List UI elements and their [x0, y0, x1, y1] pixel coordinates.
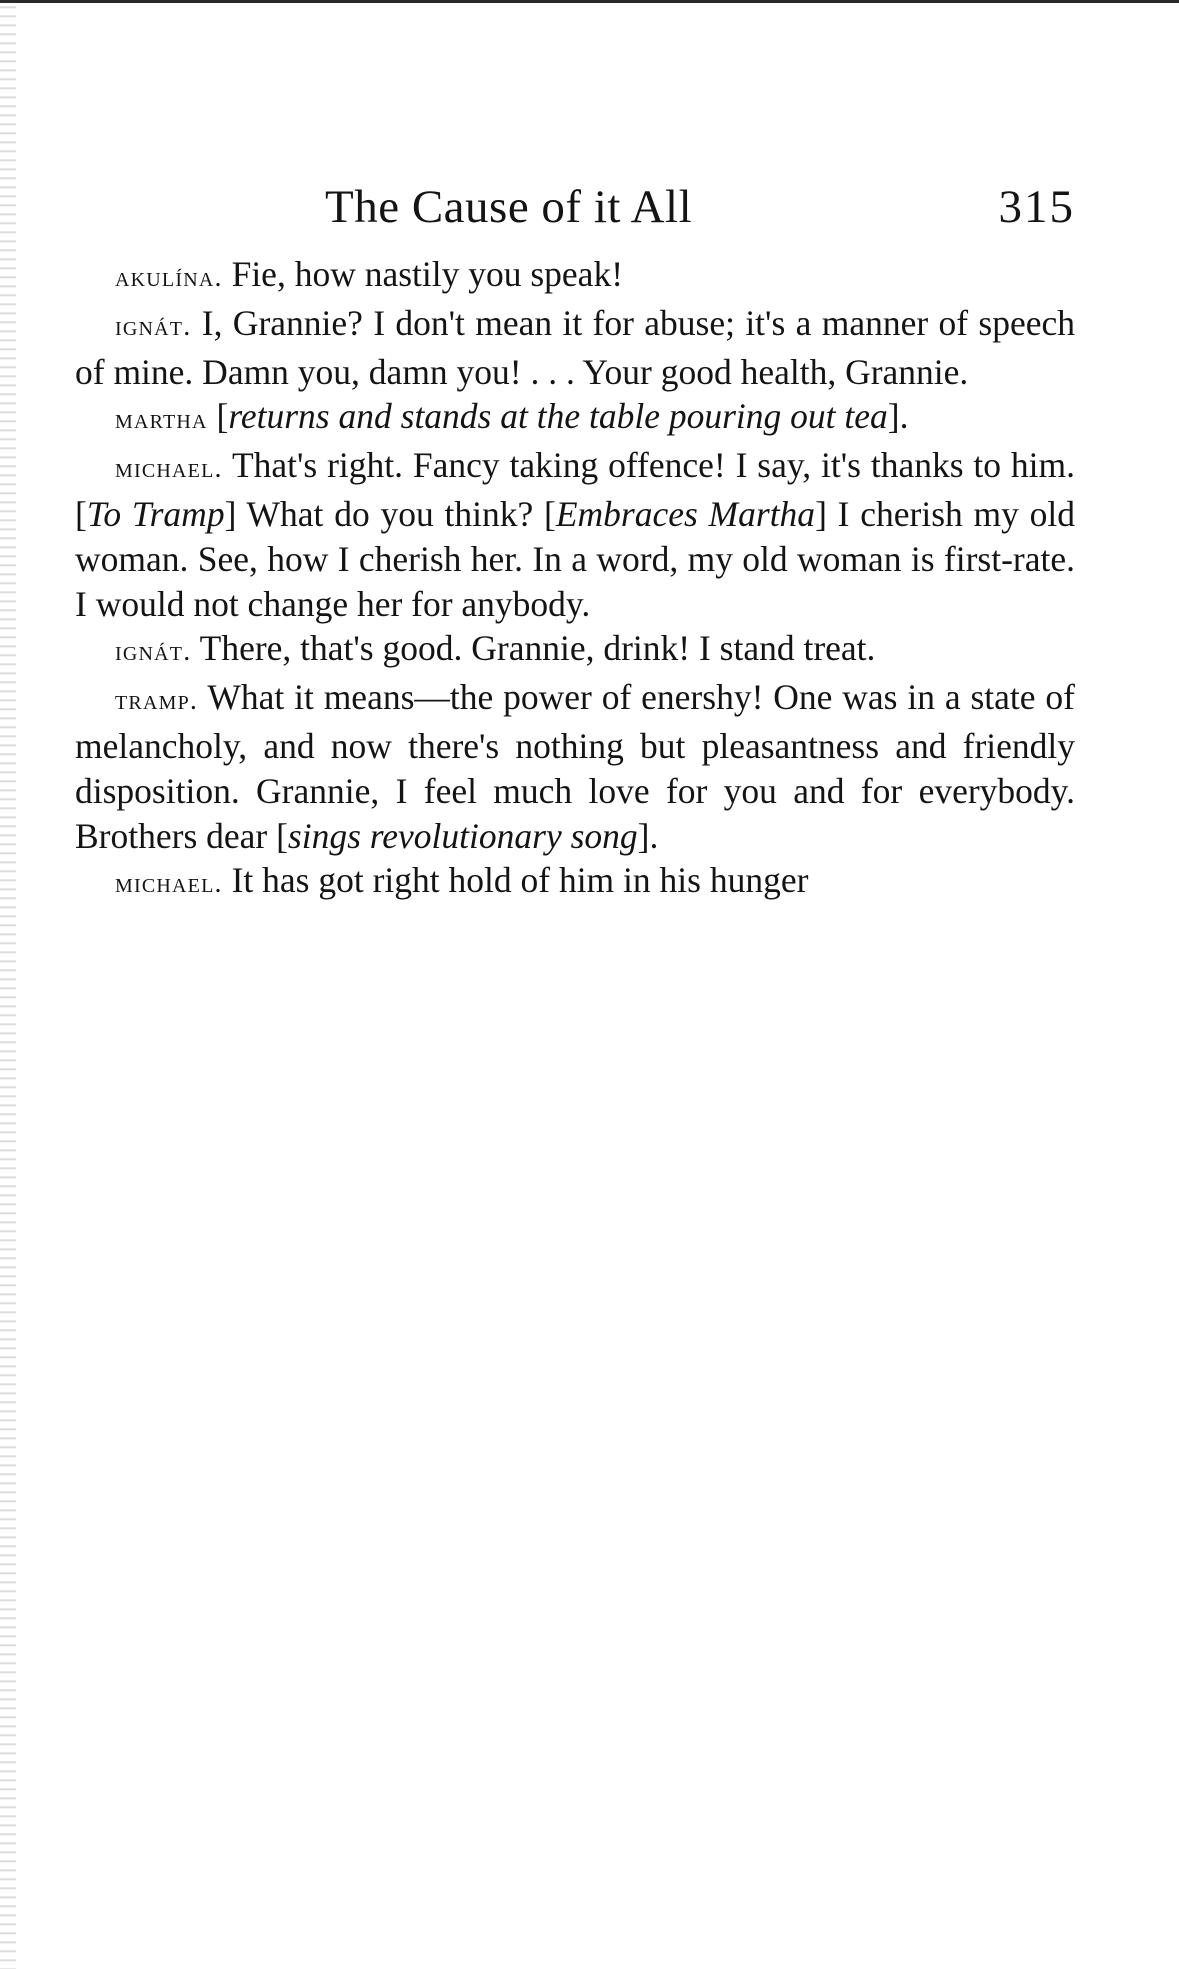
open-bracket: [ — [276, 815, 288, 856]
dialogue-text: I, Grannie? I don't mean it for abuse; it's a manner of speech of mine. Damn you, damn you! . . . Your good health, Grannie. — [75, 302, 1075, 392]
close-bracket: ] — [887, 396, 900, 437]
page-top-edge — [0, 0, 1179, 3]
page-binding-edge — [0, 0, 16, 1969]
open-bracket: [ — [216, 396, 229, 437]
dialogue-text: What it means—the power of enershy! One was in a state of melancholy, and now there's nothing but pleasantness and friendly disposition. Grannie, I feel much love for you and for everybody. Brothers dear — [75, 677, 1075, 856]
dialogue-paragraph — [75, 252, 1075, 301]
dialogue-paragraph — [75, 626, 1075, 675]
dialogue-text: That's right. Fancy taking offence! I say, it's thanks to him. — [231, 445, 1075, 486]
stage-direction: To Tramp — [86, 493, 225, 534]
dialogue-paragraph — [75, 858, 1075, 907]
speaker-name: martha — [115, 404, 208, 436]
speaker-name: ignát. — [115, 310, 192, 342]
stage-direction: returns and stands at the table pouring out tea — [228, 396, 888, 437]
dialogue-text: Fie, how nastily you speak! — [231, 254, 624, 294]
dialogue-text: It has got right hold of him in his hunger — [231, 860, 809, 901]
close-bracket: ] — [637, 815, 650, 856]
stage-direction: sings revolutionary song — [287, 815, 638, 856]
stage-direction: Embraces Martha — [555, 493, 816, 534]
dialogue-text: What do you think? — [246, 493, 534, 534]
direction-end-punctuation: . — [649, 815, 659, 856]
dialogue-paragraph — [75, 443, 1075, 626]
running-title: The Cause of it All — [325, 181, 693, 233]
speaker-name: tramp. — [115, 685, 199, 717]
close-bracket: ] — [224, 493, 237, 534]
speaker-name: michael. — [115, 868, 223, 900]
stage-direction-paragraph — [75, 394, 1075, 443]
dialogue-paragraph — [75, 675, 1075, 858]
speaker-name: ignát. — [115, 636, 192, 668]
page-header — [75, 172, 1075, 242]
dialogue-text: There, that's good. Grannie, drink! I stand treat. — [199, 628, 876, 669]
direction-end-punctuation: . — [899, 396, 909, 437]
open-bracket: [ — [75, 493, 87, 534]
speaker-name: akulína. — [115, 262, 223, 293]
page-number: 315 — [998, 181, 1075, 233]
dialogue-paragraph — [75, 301, 1075, 395]
open-bracket: [ — [544, 493, 556, 534]
speaker-name: michael. — [115, 453, 223, 485]
close-bracket: ] — [815, 493, 827, 534]
play-text — [75, 252, 1075, 907]
dialogue-text: I cherish my old woman. See, how I cherish her. In a word, my old woman is first-rate. I would not change her for anybody. — [75, 493, 1076, 624]
